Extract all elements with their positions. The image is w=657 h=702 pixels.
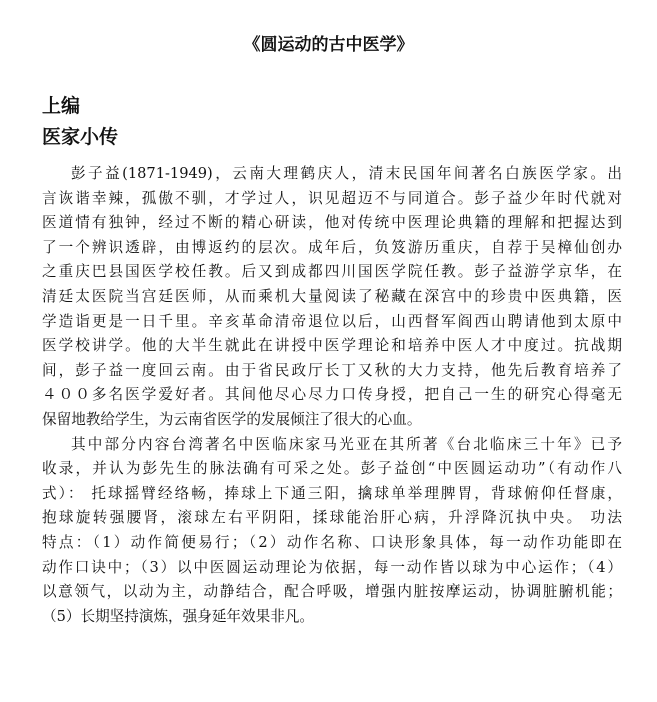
- text-line: 特点：（1）动作简便易行；（2）动作名称、口诀形象具体，每一动作功能即在: [42, 533, 622, 551]
- text-line: 清廷太医院当宫廷医师，从而乘机大量阅读了秘藏在深宫中的珍贵中医典籍，医: [42, 287, 622, 305]
- text-line: 之重庆巴县国医学校任教。后又到成都四川国医学院任教。彭子益游学京华，在: [42, 263, 622, 281]
- text-line: 言诙谐幸辣，孤傲不驯，才学过人，识见超迈不与同道合。彭子益少年时代就对: [42, 189, 622, 207]
- text-line: ４００多名医学爱好者。其间他尽心尽力口传身授，把自己一生的研究心得毫无: [42, 386, 622, 404]
- text-line: 医道情有独钟，经过不断的精心研读，他对传统中医理论典籍的理解和把握达到: [42, 214, 622, 232]
- text-line: 抱球旋转强腰肾，滚球左右平阴阳，揉球能治肝心病，升浮降沉执中央。 功法: [42, 509, 622, 527]
- text-line: 医学校讲学。他的大半生就此在讲授中医学理论和培养中医人才中度过。抗战期: [42, 337, 622, 355]
- section-heading: 医家小传: [42, 126, 119, 148]
- text-line: 保留地教给学生，为云南省医学的发展倾注了很大的心血。: [42, 410, 422, 428]
- text-line: （5）长期坚持演炼，强身延年效果非凡。: [42, 607, 314, 625]
- text-line: 了一个辨识透辟，由博返约的层次。成年后，负笈游历重庆，自荐于吴樟仙创办: [42, 238, 622, 256]
- document-title: 《圆运动的古中医学》: [243, 35, 414, 55]
- text-line: 间，彭子益一度回云南。由于省民政厅长丁又秋的大力支持，他先后教育培养了: [42, 361, 622, 379]
- part-heading: 上编: [42, 95, 81, 117]
- text-line: 学造诣更是一日千里。辛亥革命清帝退位以后，山西督军阎西山聘请他到太原中: [42, 312, 622, 330]
- paragraph-2: [42, 433, 622, 630]
- body-text: [42, 162, 622, 629]
- paragraph-1: [42, 162, 622, 433]
- text-line: 以意领气，以动为主，动静结合，配合呼吸，增强内脏按摩运动，协调脏腑机能；: [42, 583, 622, 601]
- text-line: 动作口诀中；（3）以中医圆运动理论为依据，每一动作皆以球为中心运作；（4）: [42, 558, 622, 576]
- text-line: 收录，并认为彭先生的脉法确有可采之处。彭子益创“中医圆运动功”（有动作八: [42, 460, 622, 478]
- text-line: 式）： 托球摇臂经络畅，捧球上下通三阳，擒球单举理脾胃，背球俯仰任督康，: [42, 484, 622, 502]
- text-line: 彭子益(1871-1949)，云南大理鹤庆人，清末民国年间著名白族医学家。出: [71, 165, 622, 182]
- text-line: 其中部分内容台湾著名中医临床家马光亚在其所著《台北临床三十年》已予: [71, 435, 622, 453]
